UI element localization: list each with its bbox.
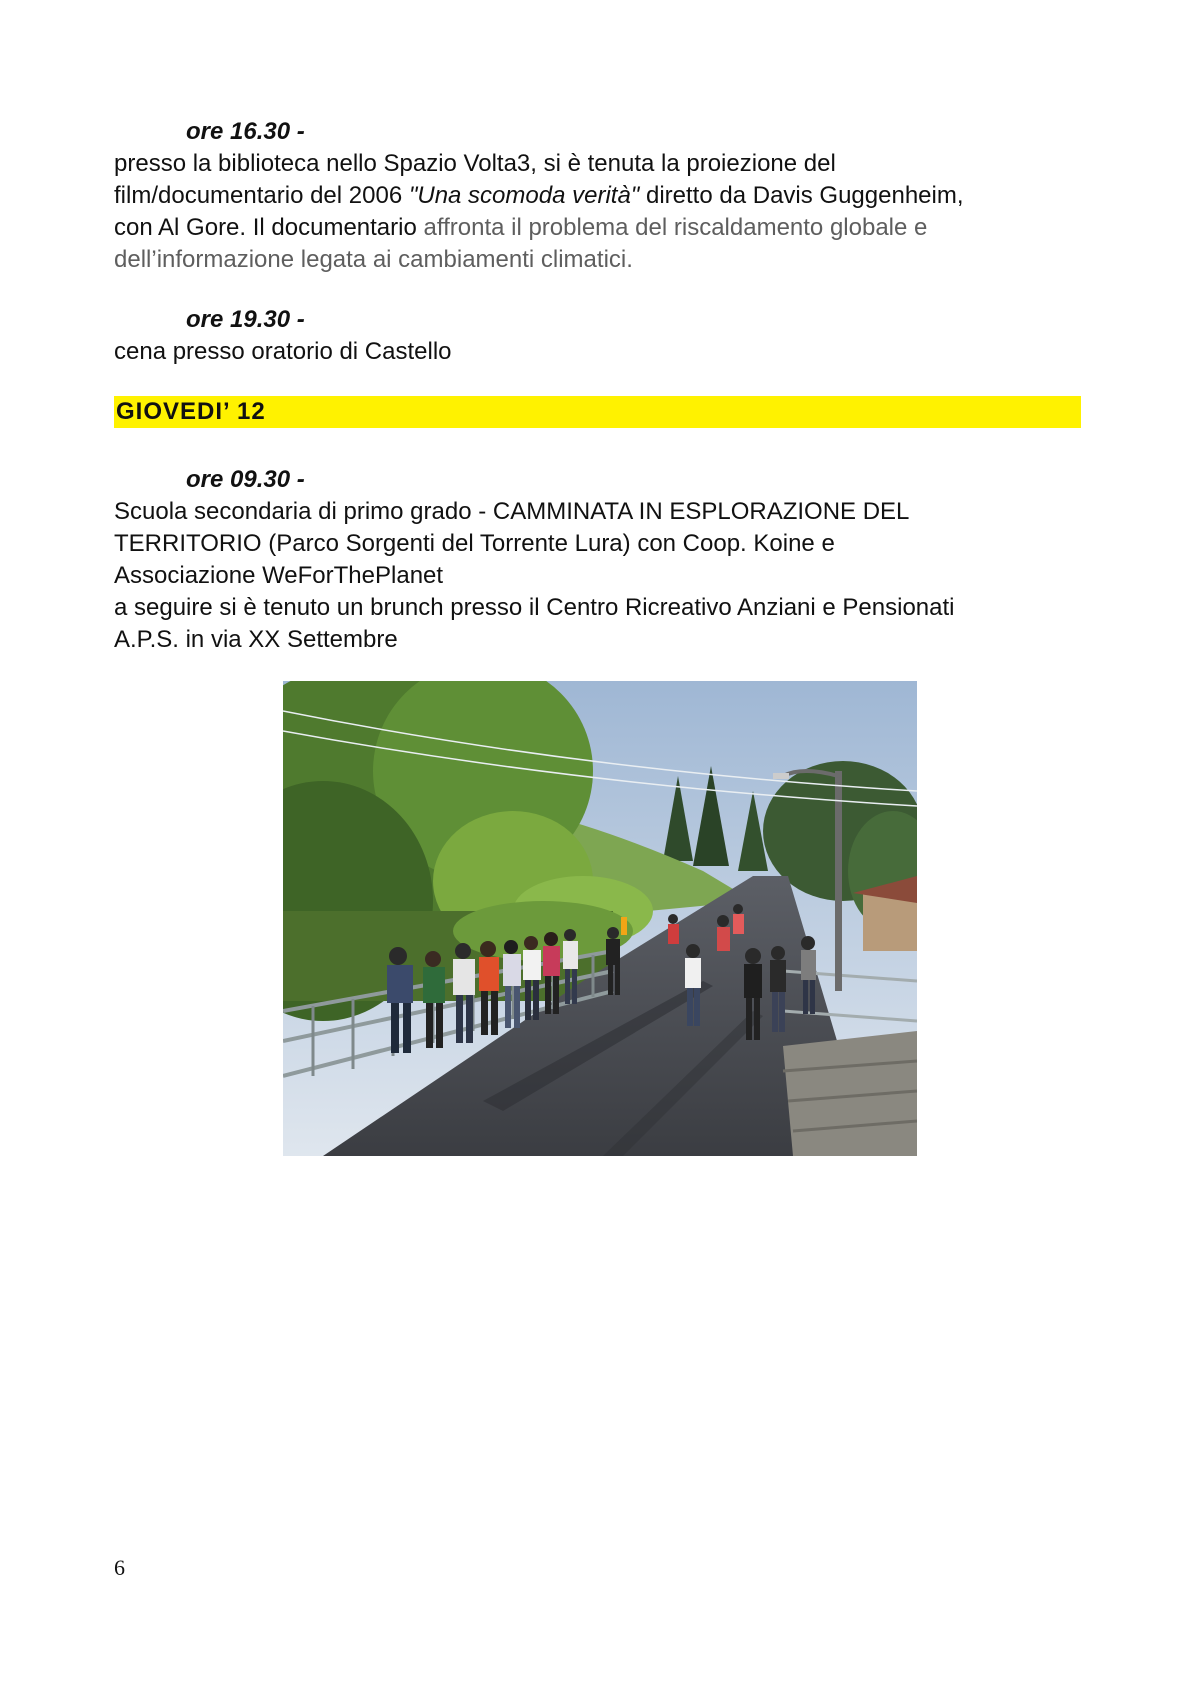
entry-text-line: [114, 180, 1094, 212]
entry-text-line: presso la biblioteca nello Spazio Volta3, si è tenuta la proiezione del: [114, 150, 836, 177]
day-heading-bar: [114, 396, 1081, 428]
entry-text-line: dell’informazione legata ai cambiamenti climatici.: [114, 246, 633, 273]
day-heading: GIOVEDI’ 12: [116, 398, 266, 425]
entry-0930: [114, 464, 1094, 656]
page-number: 6: [114, 1555, 125, 1580]
walk-photo: [283, 681, 917, 1156]
entry-text-segment-grey: affronta il problema del riscaldamento globale e: [423, 214, 928, 241]
entry-text-line: cena presso oratorio di Castello: [114, 338, 452, 365]
entry-text-line: Associazione WeForThePlanet: [114, 562, 444, 589]
entry-1630: [114, 116, 1094, 276]
entry-text-line: A.P.S. in via XX Settembre: [114, 626, 398, 653]
entry-1930: [114, 304, 1094, 368]
film-title: "Una scomoda verità": [408, 182, 640, 209]
entry-text-line: a seguire si è tenuto un brunch presso il Centro Ricreativo Anziani e Pensionati: [114, 594, 955, 621]
entry-text-line: TERRITORIO (Parco Sorgenti del Torrente Lura) con Coop. Koine e: [114, 530, 835, 557]
entry-time: ore 09.30 -: [186, 466, 305, 493]
entry-text-segment: con Al Gore. Il documentario: [114, 214, 424, 241]
entry-text-line: [114, 212, 1094, 244]
entry-time: ore 19.30 -: [186, 306, 305, 333]
entry-text-line: Scuola secondaria di primo grado - CAMMINATA IN ESPLORAZIONE DEL: [114, 498, 910, 525]
entry-text-segment: film/documentario del 2006: [114, 182, 409, 209]
entry-time: ore 16.30 -: [186, 118, 305, 145]
entry-text-segment: diretto da Davis Guggenheim,: [639, 182, 964, 209]
